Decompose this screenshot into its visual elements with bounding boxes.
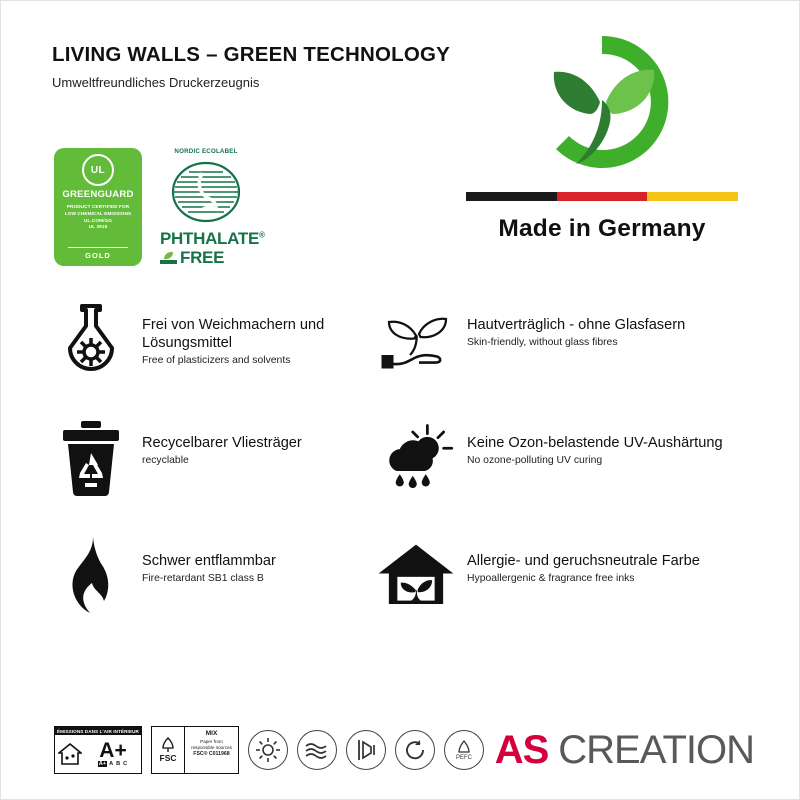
header [52,44,482,90]
footer-logos [54,726,484,774]
phthalate-word: PHTHALATE® [160,229,265,248]
feature-label-en: Hypoallergenic & fragrance free inks [467,573,635,585]
flag-stripe-gold [647,192,738,201]
recycle-arrow-icon [395,730,435,770]
made-in-germany-label: Made in Germany [498,215,706,242]
nordic-ecolabel-text: NORDIC ECOLABEL [174,148,238,155]
feature-label-en: Fire-retardant SB1 class B [142,573,264,585]
emission-label-body [55,735,141,773]
emission-scale-c: C [123,761,128,768]
certification-badges [54,148,265,267]
feature-item [52,298,377,416]
feature-text [467,298,685,350]
registered-mark: ® [258,230,265,240]
fsc-line-2: responsible sources [191,744,232,750]
feature-grid [52,298,752,652]
pefc-icon [444,730,484,770]
sun-cloud-rain-icon [377,416,455,500]
flag-stripe-black [466,192,557,201]
feature-item [52,534,377,652]
greenguard-line-1: PRODUCT CERTIFIED FOR [66,204,130,209]
recycle-bin-icon [52,416,130,500]
greenguard-line-4: UL 2818 [88,224,108,230]
greenguard-name: GREENGUARD [62,189,134,200]
feature-label-de: Frei von Weichmachern und Lösungsmittel [142,317,325,352]
flame-icon [52,534,130,618]
fsc-details [185,727,238,773]
greenguard-line-2: LOW CHEMICAL EMISSIONS [64,210,132,216]
emission-scale [98,761,128,767]
house-plant-icon [377,534,455,618]
greenguard-level: GOLD [68,247,128,260]
greenguard-line-3: UL.COM/GG [84,217,112,223]
emission-label-title: ÉMISSIONS DANS L'AIR INTÉRIEUR [55,727,141,735]
fsc-label-icon [151,726,239,774]
leaf-bar-icon [160,251,177,265]
feature-label-en: No ozone-polluting UV curing [467,455,603,467]
greenguard-badge [54,148,142,266]
sun-lightfast-icon [248,730,288,770]
emission-scale-b: B [116,761,121,768]
emission-grade-value: A+ [99,738,127,762]
feature-label-en: Free of plasticizers and solvents [142,355,291,367]
fsc-line-1: Paper from [200,738,223,744]
green-leaf-logo-icon [514,28,690,188]
house-icon [55,735,85,773]
feature-label-en: Skin-friendly, without glass fibres [467,337,618,349]
emission-label-icon [54,726,142,774]
free-word-row [160,249,254,267]
washable-water-icon [297,730,337,770]
greenguard-details [65,204,131,231]
feature-label-de: Allergie- und geruchsneutrale Farbe [467,553,700,569]
emission-scale-a-plus: A+ [98,761,107,768]
feature-label-de: Hautverträglich - ohne Glasfasern [467,317,686,333]
feature-text [142,534,276,586]
brand-as: AS [494,727,549,772]
fsc-code: FSC® C011968 [193,751,230,758]
feature-label-de: Recycelbarer Vliesträger [142,435,302,451]
feature-item [52,416,377,534]
german-flag [466,192,738,201]
fsc-mix: MIX [205,730,218,737]
nordic-ecolabel-icon [167,150,245,228]
free-word: FREE [180,248,225,267]
brand-creation: CREATION [558,727,754,772]
feature-text [467,534,700,586]
fsc-mark-text: FSC [159,753,177,763]
phthalate-free-text [158,229,265,267]
feature-label-de: Schwer entflammbar [142,553,276,569]
feature-label-en: recyclable [142,455,189,467]
feature-item [377,416,752,534]
fsc-mark [152,727,185,773]
ul-mark-icon: UL [82,154,114,186]
strippable-icon [346,730,386,770]
footer [54,726,754,774]
made-in-germany-block [452,28,752,243]
page-title: LIVING WALLS – GREEN TECHNOLOGY [52,43,451,66]
feature-text [142,298,377,368]
feature-item [377,298,752,416]
flask-icon [52,298,130,382]
hand-plant-icon [377,298,455,382]
feature-text [467,416,723,468]
feature-label-de: Keine Ozon-belastende UV-Aushärtung [467,435,723,451]
page-subtitle: Umweltfreundliches Druckerzeugnis [52,74,260,90]
flag-stripe-red [557,192,648,201]
feature-text [142,416,302,468]
svg-text:PEFC: PEFC [455,755,473,761]
feature-item [377,534,752,652]
phthalate-free-badge [158,148,265,267]
as-creation-logo [495,728,754,773]
emission-grade [85,735,141,773]
emission-scale-a: A [109,761,114,768]
